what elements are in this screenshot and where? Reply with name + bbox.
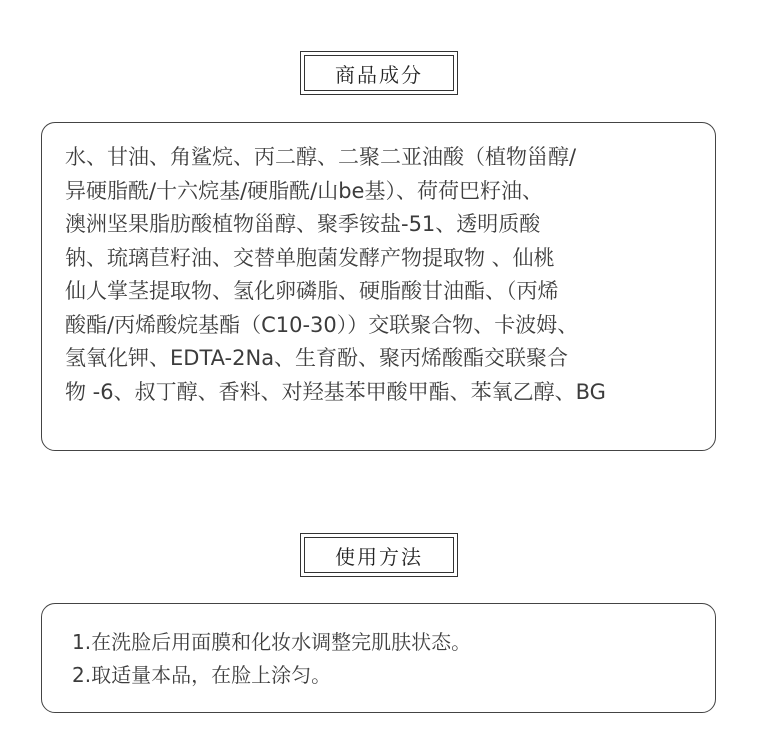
usage-step: 2.取适量本品，在脸上涂匀。 — [72, 663, 332, 687]
ingredients-box — [41, 122, 716, 451]
ingredients-title-frame — [300, 51, 458, 95]
ingredient-line: 酸酯/丙烯酸烷基酯（C10-30））交联聚合物、卡波姆、 — [65, 312, 579, 337]
usage-box — [41, 603, 716, 713]
ingredient-line: 氢氧化钾、EDTA-2Na、生育酚、聚丙烯酸酯交联聚合 — [65, 346, 569, 370]
ingredient-line: 仙人掌茎提取物、氢化卵磷脂、硬脂酸甘油酯、（丙烯 — [65, 279, 559, 303]
ingredient-line: 澳洲坚果脂肪酸植物甾醇、聚季铵盐-51、透明质酸 — [65, 212, 541, 236]
usage-step: 1.在洗脸后用面膜和化妆水调整完肌肤状态。 — [72, 630, 472, 654]
usage-title: 使用方法 — [304, 537, 454, 573]
ingredient-line: 水、甘油、角鲨烷、丙二醇、二聚二亚油酸（植物甾醇/ — [65, 145, 577, 169]
usage-title-frame — [300, 533, 458, 577]
ingredient-line: 钠、琉璃苣籽油、交替单胞菌发酵产物提取物 、仙桃 — [65, 245, 555, 270]
ingredient-line: 异硬脂酰/十六烷基/硬脂酰/山be基）、荷荷巴籽油、 — [65, 178, 543, 203]
ingredients-title: 商品成分 — [304, 55, 454, 91]
ingredient-line: 物 -6、叔丁醇、香料、对羟基苯甲酸甲酯、苯氧乙醇、BG — [65, 379, 606, 404]
